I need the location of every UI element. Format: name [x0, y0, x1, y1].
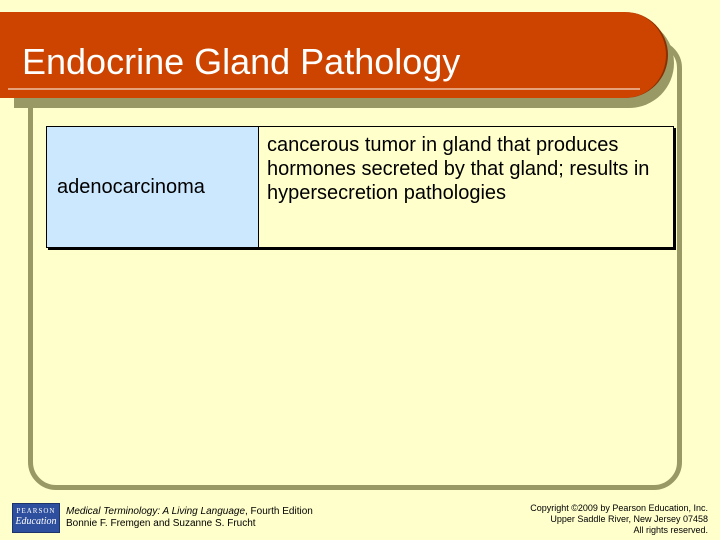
logo-bottom-text: Education [15, 516, 57, 527]
copyright-line-3: All rights reserved. [633, 525, 708, 535]
book-title: Medical Terminology: A Living Language [66, 506, 245, 517]
book-info [66, 506, 313, 530]
title-underline [8, 88, 640, 90]
book-title-line [66, 506, 313, 518]
slide-title: Endocrine Gland Pathology [22, 41, 461, 82]
book-edition: , Fourth Edition [245, 506, 313, 517]
book-authors: Bonnie F. Fremgen and Suzanne S. Frucht [66, 518, 256, 529]
term-definition-table [46, 126, 674, 248]
copyright-line-2: Upper Saddle River, New Jersey 07458 [550, 514, 708, 524]
pearson-education-logo [12, 503, 60, 533]
term-cell: adenocarcinoma [47, 127, 259, 247]
title-bar [0, 12, 668, 98]
copyright-line-1: Copyright ©2009 by Pearson Education, Inc. [530, 503, 708, 513]
definition-cell: cancerous tumor in gland that produces hormones secreted by that gland; results in hypersecretion pathologies [259, 127, 673, 247]
logo-top-text: PEARSON [16, 507, 56, 515]
copyright-notice [530, 503, 708, 536]
